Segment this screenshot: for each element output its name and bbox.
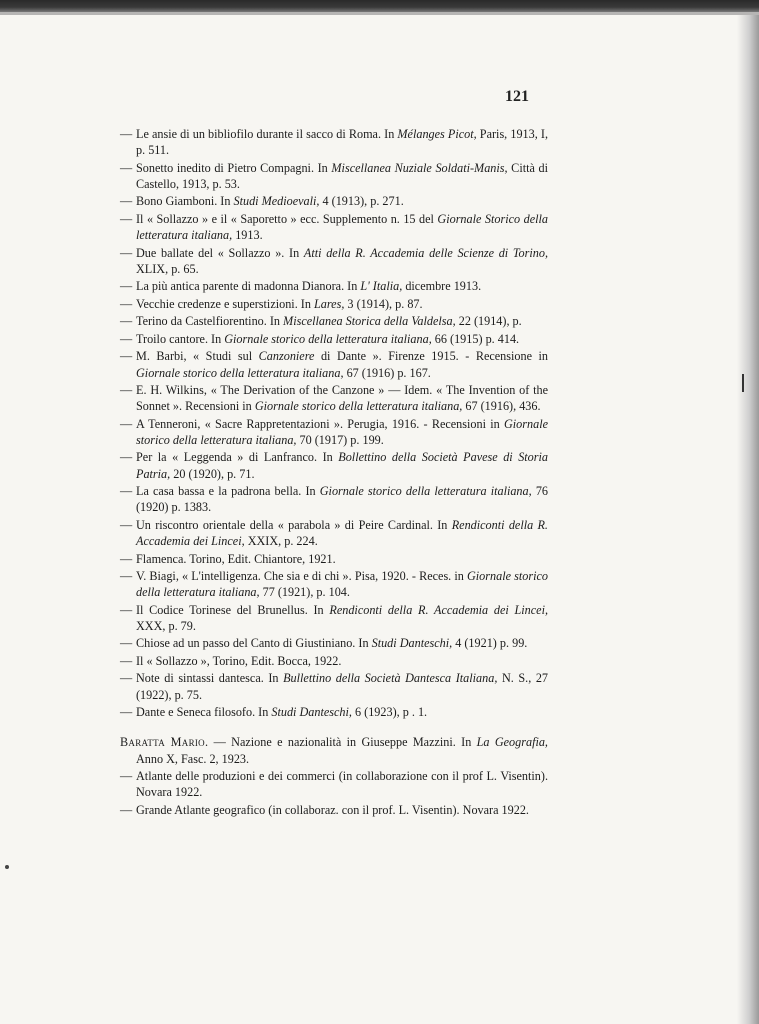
entry-dash: — <box>120 349 133 364</box>
entry-text: V. Biagi, « L'intelligenza. Che sia e di chi ». Pisa, 1920. - Reces. in <box>136 569 467 584</box>
entry-publication: L' Italia, <box>360 279 403 294</box>
bibliography-entry <box>120 568 548 600</box>
entry-publication: Giornale storico della letteratura italiana, <box>254 399 463 414</box>
entry-text: Il « Sollazzo » e il « Saporetto » ecc. Supplemento n. 15 del <box>136 211 438 226</box>
entry-text: Bono Giamboni. In <box>136 194 234 209</box>
entry-text: Per la « Leggenda » di Lanfranco. In <box>136 450 339 465</box>
page-gutter-shadow <box>737 15 759 1024</box>
entry-dash: — <box>120 127 133 141</box>
margin-dot <box>5 865 9 869</box>
entry-dash: — <box>120 296 133 311</box>
entry-publication: Bollettino della Società Pavese di Storia Patria, <box>136 450 549 481</box>
bibliography-entry <box>120 348 548 380</box>
entry-text: Le ansie di un bibliofilo durante il sacco di Roma. In <box>136 127 398 141</box>
entry-dash: — <box>120 194 133 209</box>
entry-text: Flamenca. Torino, Edit. Chiantore, 1921. <box>136 551 336 566</box>
bibliography-entry <box>120 449 548 481</box>
entry-dash: — <box>120 314 133 329</box>
entry-text-tail: Paris, 1913, I, p. 511. <box>136 127 548 158</box>
bibliography-entry <box>120 635 548 651</box>
entry-dash: — <box>120 160 133 175</box>
entry-publication: Giornale storico della letteratura italiana, <box>136 365 344 380</box>
entry-text: — Nazione e nazionalità in Giuseppe Mazzini. In <box>208 735 477 750</box>
entry-text: Due ballate del « Sollazzo ». In <box>136 245 304 260</box>
entry-dash: — <box>120 653 133 668</box>
entry-text-tail: 22 (1914), p. <box>455 314 522 329</box>
entry-text: Grande Atlante geografico (in collaboraz. con il prof. L. Visentin). Novara 1922. <box>136 802 529 817</box>
entry-text-tail: 3 (1914), p. 87. <box>344 296 423 311</box>
bibliography-entry <box>120 483 548 515</box>
entry-text-tail: 1913. <box>232 228 263 243</box>
entry-text-tail: Anno X, Fasc. 2, 1923. <box>136 751 250 766</box>
entry-text-tail: 20 (1920), p. 71. <box>170 466 255 481</box>
bibliography-entry <box>120 602 548 634</box>
entry-dash: — <box>120 671 133 686</box>
margin-mark <box>742 374 744 392</box>
entry-text-tail: Città di Castello, 1913, p. 53. <box>136 160 548 191</box>
bibliography-entry <box>120 331 548 347</box>
bibliography-entry <box>120 313 548 329</box>
bibliography-entry <box>120 517 548 549</box>
entry-dash: — <box>120 383 133 398</box>
entry-text: Il Codice Torinese del Brunellus. In <box>136 602 330 617</box>
entry-publication: Giornale storico della letteratura italiana, <box>224 331 432 346</box>
entry-dash: — <box>120 245 133 260</box>
entry-dash: — <box>120 279 133 294</box>
author-section <box>120 734 548 818</box>
bibliography-entry <box>120 382 548 414</box>
entry-text-tail: XLIX, p. 65. <box>136 261 199 276</box>
page-number: 121 <box>505 88 529 105</box>
entry-publication: Bullettino della Società Dantesca Italiana, <box>283 671 498 686</box>
entry-text: Terino da Castelfiorentino. In <box>136 314 284 329</box>
entry-publication: Canzoniere <box>258 349 315 364</box>
entry-dash: — <box>120 211 133 226</box>
entry-publication: Studi Danteschi, <box>271 705 352 720</box>
entry-dash: — <box>120 705 133 720</box>
entry-dash: — <box>120 484 133 499</box>
entry-text: Dante e Seneca filosofo. In <box>136 705 272 720</box>
bibliography-entry <box>120 734 548 766</box>
entry-text: Sonetto inedito di Pietro Compagni. In <box>136 160 332 175</box>
entry-text-tail: 76 (1920) p. 1383. <box>136 484 549 515</box>
entry-publication: Giornale storico della letteratura italiana, <box>136 569 548 600</box>
entry-dash: — <box>120 517 133 532</box>
bibliography-entry <box>120 653 548 669</box>
entry-text: La più antica parente di madonna Dianora. In <box>136 279 361 294</box>
entry-text-tail: 4 (1921) p. 99. <box>452 636 528 651</box>
entry-publication: Studi Medioevali, <box>233 194 320 209</box>
entry-text-tail: XXX, p. 79. <box>136 618 196 633</box>
entry-dash: — <box>120 450 133 465</box>
entry-publication: Mélanges Picot, <box>397 127 477 141</box>
entry-publication: Atti della R. Accademia delle Scienze di Torino, <box>303 245 548 260</box>
entry-dash: — <box>120 602 133 617</box>
entry-text-tail: dicembre 1913. <box>402 279 482 294</box>
entry-text-tail: 66 (1915) p. 414. <box>431 331 520 346</box>
entry-dash: — <box>120 416 133 431</box>
entry-text-tail: XXIX, p. 224. <box>244 534 318 549</box>
entry-publication: Rendiconti della R. Accademia dei Lincei, <box>329 602 549 617</box>
entry-publication: Giornale Storico della letteratura italiana, <box>136 211 548 243</box>
bibliography-entry <box>120 211 548 243</box>
entry-publication: Rendiconti della R. Accademia dei Lincei, <box>136 517 548 549</box>
entry-text: Atlante delle produzioni e dei commerci (in collaborazione con il prof L. Visentin). Novara 1922. <box>136 769 548 800</box>
entry-publication: Giornale storico della letteratura italiana, <box>319 484 532 499</box>
entry-publication: Miscellanea Nuziale Soldati-Manis, <box>331 160 508 175</box>
entry-text: M. Barbi, « Studi sul <box>136 349 259 364</box>
entry-text-tail: di Dante ». Firenze 1915. - Recensione in <box>314 349 548 364</box>
entry-text: Note di sintassi dantesca. In <box>136 671 284 686</box>
bibliography-entry <box>120 768 548 800</box>
entry-text: E. H. Wilkins, « The Derivation of the Canzone » — Idem. « The Invention of the Sonnet ». Recensioni in <box>136 383 548 414</box>
bibliography-entry <box>120 296 548 312</box>
bibliography-entry <box>120 704 548 720</box>
entry-text-tail: 4 (1913), p. 271. <box>319 194 404 209</box>
bibliography-entry <box>120 126 548 158</box>
entry-text-tail: 77 (1921), p. 104. <box>259 585 350 600</box>
bibliography-entry <box>120 670 548 702</box>
entry-dash: — <box>120 331 133 346</box>
bibliography-entry <box>120 551 548 567</box>
entry-text: Vecchie credenze e superstizioni. In <box>136 296 314 311</box>
entry-dash: — <box>120 636 133 651</box>
bibliography-entry <box>120 245 548 277</box>
scan-top-shadow <box>0 12 759 15</box>
entry-text-tail: 70 (1917) p. 199. <box>296 432 384 447</box>
entry-text-tail: N. S., 27 (1922), p. 75. <box>136 671 549 702</box>
entry-text: Troilo cantore. In <box>136 331 225 346</box>
entry-publication: La Geografia, <box>476 735 548 750</box>
entry-text-tail: 67 (1916) p. 167. <box>343 365 431 380</box>
author-name: Baratta Mario. <box>120 735 209 750</box>
entry-dash: — <box>120 769 133 784</box>
entry-text: Il « Sollazzo », Torino, Edit. Bocca, 1922. <box>136 653 342 668</box>
bibliography-entry <box>120 160 548 192</box>
entry-text: La casa bassa e la padrona bella. In <box>136 484 320 499</box>
entry-dash: — <box>120 551 133 566</box>
entry-dash: — <box>120 802 133 817</box>
scan-top-border <box>0 0 759 12</box>
bibliography-entry <box>120 416 548 448</box>
entry-text-tail: 6 (1923), p . 1. <box>351 705 428 720</box>
entry-text: Un riscontro orientale della « parabola » di Peire Cardinal. In <box>136 517 452 532</box>
entry-publication: Miscellanea Storica della Valdelsa, <box>283 314 456 329</box>
bibliography-entry <box>120 193 548 209</box>
entry-text: A Tenneroni, « Sacre Rappretentazioni ». Perugia, 1916. - Recensioni in <box>136 416 504 431</box>
entry-publication: Studi Danteschi, <box>371 636 453 651</box>
entry-dash: — <box>120 569 133 584</box>
entry-text-tail: 67 (1916), 436. <box>462 399 541 414</box>
entry-publication: Giornale storico della letteratura italiana, <box>136 416 548 447</box>
bibliography-list <box>120 126 548 819</box>
bibliography-entry <box>120 802 548 818</box>
entry-text: Chiose ad un passo del Canto di Giustiniano. In <box>136 636 372 651</box>
bibliography-entry <box>120 278 548 294</box>
entry-publication: Lares, <box>314 296 345 311</box>
